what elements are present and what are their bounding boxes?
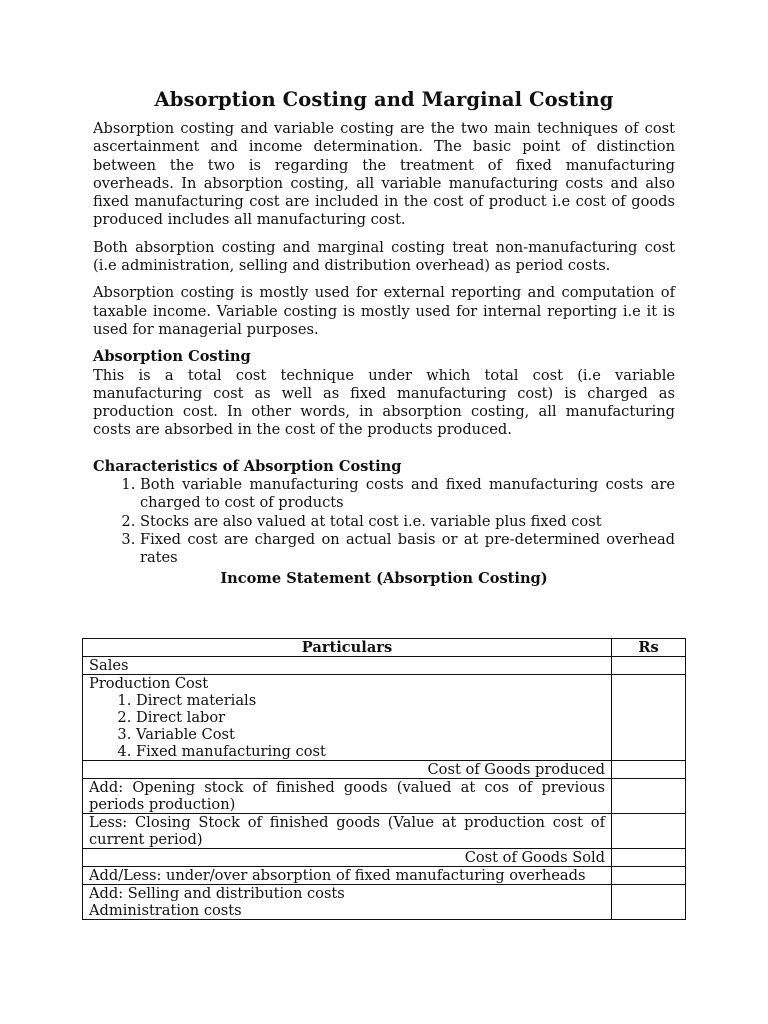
amount-cell [612, 814, 686, 849]
characteristics-heading: Characteristics of Absorption Costing [93, 457, 402, 475]
list-item: 2. Direct labor [136, 709, 605, 726]
characteristics-section [93, 458, 675, 568]
document-page [93, 88, 675, 588]
table-row [83, 657, 686, 675]
table-row [83, 761, 686, 779]
list-item: 1. Both variable manufacturing costs and fixed manufacturing costs are charged to cost of products [140, 476, 675, 513]
table-row [83, 675, 686, 761]
list-item: 1. Direct materials [136, 692, 605, 709]
amount-cell [612, 657, 686, 675]
income-statement-table [82, 638, 686, 920]
table-row [83, 867, 686, 885]
table-row [83, 849, 686, 867]
amount-cell [612, 779, 686, 814]
absorption-costing-text: This is a total cost technique under which total cost (i.e variable manufacturing cost as well as fixed manufacturing cost) is charged as production cost. In other words, in absorption costing, all manufacturing costs are absorbed in the cost of the products produced. [93, 366, 675, 439]
intro-paragraph-3: Absorption costing is mostly used for external reporting and computation of taxable income. Variable costing is mostly used for internal reporting i.e it is used for managerial purposes. [93, 284, 675, 338]
intro-paragraph-2: Both absorption costing and marginal costing treat non-manufacturing cost (i.e administration, selling and distribution overhead) as period costs. [93, 238, 675, 275]
page-title: Absorption Costing and Marginal Costing [154, 88, 614, 111]
under-over-absorption-cell: Add/Less: under/over absorption of fixed manufacturing overheads [83, 867, 612, 885]
income-statement-caption: Income Statement (Absorption Costing) [220, 569, 548, 587]
opening-stock-cell: Add: Opening stock of finished goods (valued at cos of previous periods production) [83, 779, 612, 814]
amount-cell [612, 849, 686, 867]
amount-cell [612, 761, 686, 779]
cost-of-goods-sold-cell: Cost of Goods Sold [83, 849, 612, 867]
table-row [83, 885, 686, 920]
amount-cell [612, 885, 686, 920]
particulars-header: Particulars [83, 639, 612, 657]
list-item: 3. Variable Cost [136, 726, 605, 743]
selling-admin-cell [83, 885, 612, 920]
table-row [83, 779, 686, 814]
selling-distribution-label: Add: Selling and distribution costs [89, 885, 345, 902]
amount-cell [612, 675, 686, 761]
production-cost-label: Production Cost [89, 675, 209, 692]
table-row [83, 814, 686, 849]
list-item: 4. Fixed manufacturing cost [136, 743, 605, 760]
absorption-costing-section [93, 348, 675, 439]
table-header-row [83, 639, 686, 657]
production-cost-list [89, 692, 605, 760]
list-item: 2. Stocks are also valued at total cost i.e. variable plus fixed cost [140, 513, 675, 531]
absorption-costing-heading: Absorption Costing [93, 348, 251, 366]
rs-header: Rs [612, 639, 686, 657]
amount-cell [612, 867, 686, 885]
sales-cell: Sales [83, 657, 612, 675]
administration-costs-label: Administration costs [89, 902, 242, 919]
closing-stock-cell: Less: Closing Stock of finished goods (Value at production cost of current period) [83, 814, 612, 849]
list-item: 3. Fixed cost are charged on actual basis or at pre-determined overhead rates [140, 531, 675, 568]
characteristics-list [93, 476, 675, 567]
intro-paragraph-1: Absorption costing and variable costing are the two main techniques of cost ascertainment and income determination. The basic point of distinction between the two is regarding the treatment of fixed manufacturing overheads. In absorption costing, all variable manufacturing costs and also fixed manufacturing cost are included in the cost of product i.e cost of goods produced includes all manufacturing cost. [93, 120, 675, 229]
production-cost-cell [83, 675, 612, 761]
cost-of-goods-produced-cell: Cost of Goods produced [83, 761, 612, 779]
